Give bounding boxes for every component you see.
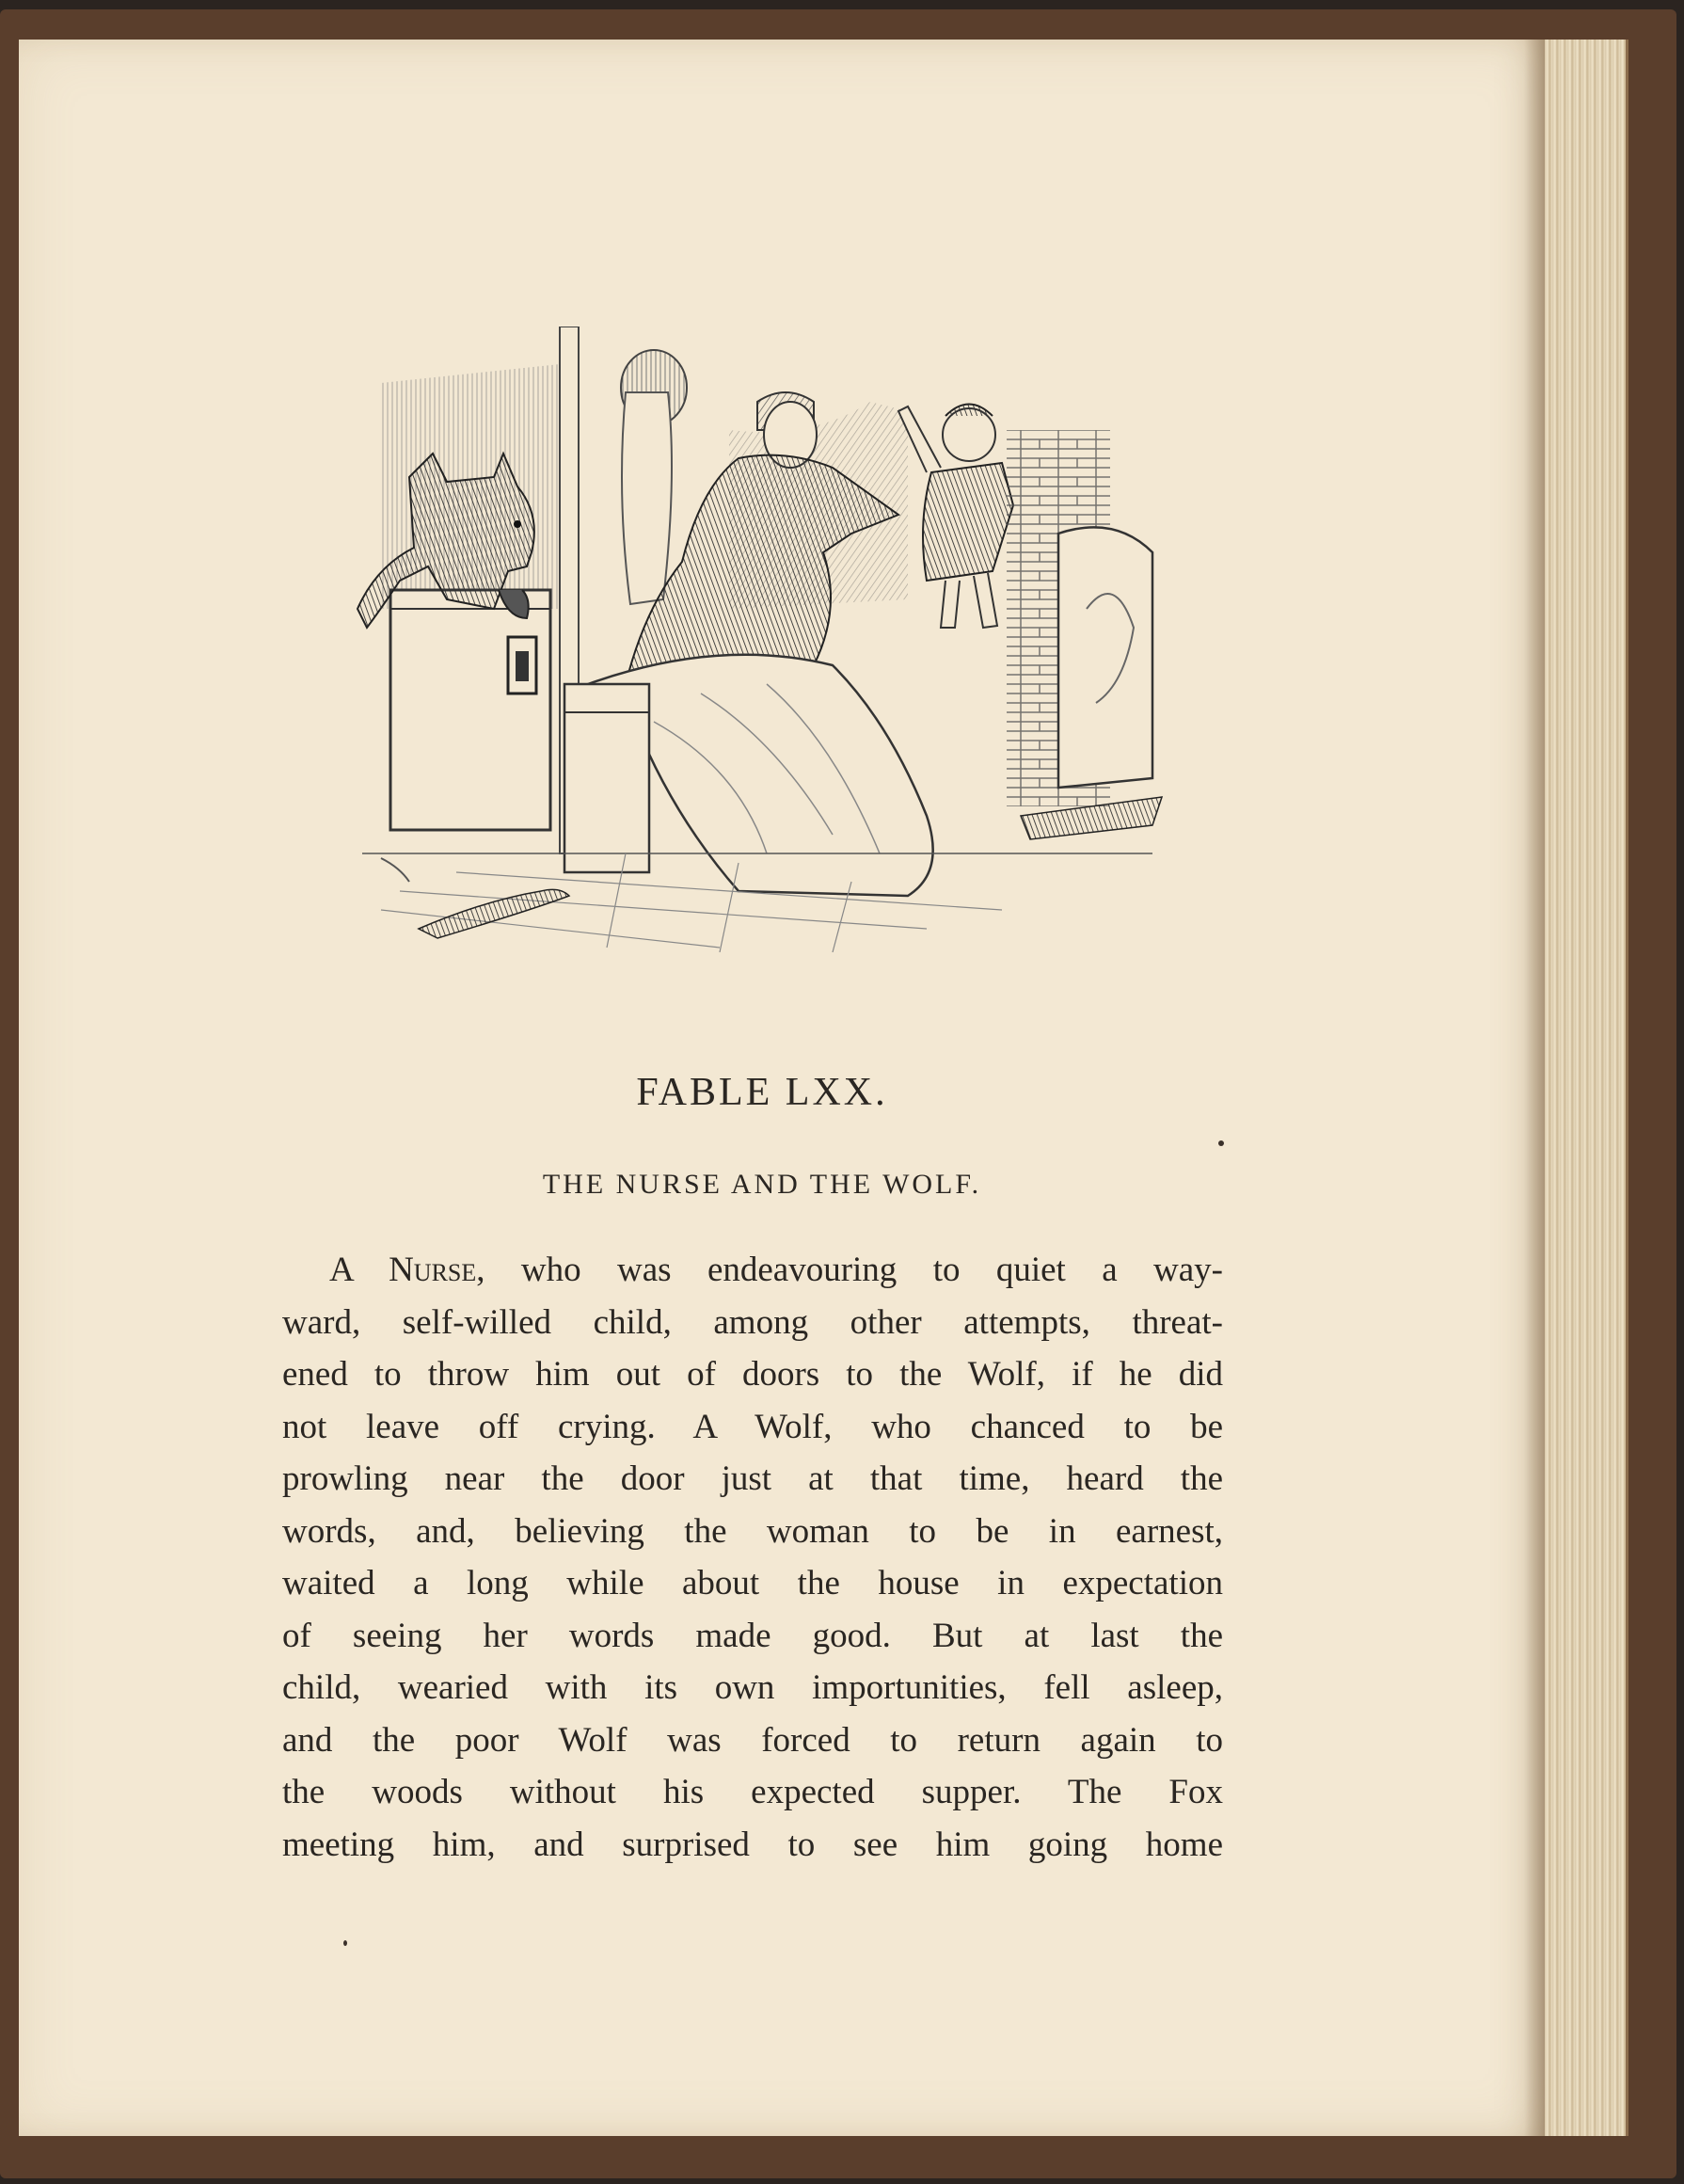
fireplace <box>1007 430 1162 839</box>
text-line: ened to throw him out of doors to the Wolf, if he did <box>282 1355 1223 1394</box>
text-line: meeting him, and surprised to see him going home <box>282 1825 1223 1864</box>
chest <box>390 590 550 830</box>
book-page <box>19 40 1545 2136</box>
text-line: and the poor Wolf was forced to return again to <box>282 1720 1223 1760</box>
fable-body <box>282 1244 1223 1871</box>
text-line: prowling near the door just at that time, heard the <box>282 1459 1223 1498</box>
text-line: A Nurse, who was endeavouring to quiet a way- <box>329 1251 1224 1289</box>
text-line: not leave off crying. A Wolf, who chanced to be <box>282 1407 1223 1446</box>
paper-speck <box>1218 1140 1224 1146</box>
fable-title: FABLE LXX. <box>636 1071 888 1114</box>
text-line: words, and, believing the woman to be in earnest, <box>282 1511 1223 1551</box>
bench <box>564 684 649 872</box>
text-line: of seeing her words made good. But at last the <box>282 1616 1223 1655</box>
paper-speck <box>343 1940 347 1946</box>
text-line: ward, self-willed child, among other attempts, threat- <box>282 1302 1223 1342</box>
page-edges <box>1545 40 1628 2136</box>
fable-subtitle: THE NURSE AND THE WOLF. <box>542 1169 982 1200</box>
text-line: the woods without his expected supper. The Fox <box>282 1773 1223 1811</box>
page-gutter-shadow <box>1524 40 1547 2136</box>
engraving-nurse-and-wolf <box>343 327 1195 952</box>
text-line: child, wearied with its own importunities, fell asleep, <box>282 1668 1223 1707</box>
opening-initial: A <box>329 1251 353 1289</box>
text-line: waited a long while about the house in expectation <box>282 1564 1223 1602</box>
opening-word: Nurse, <box>389 1251 485 1289</box>
child <box>898 405 1013 629</box>
hanging-cloth <box>621 350 687 604</box>
